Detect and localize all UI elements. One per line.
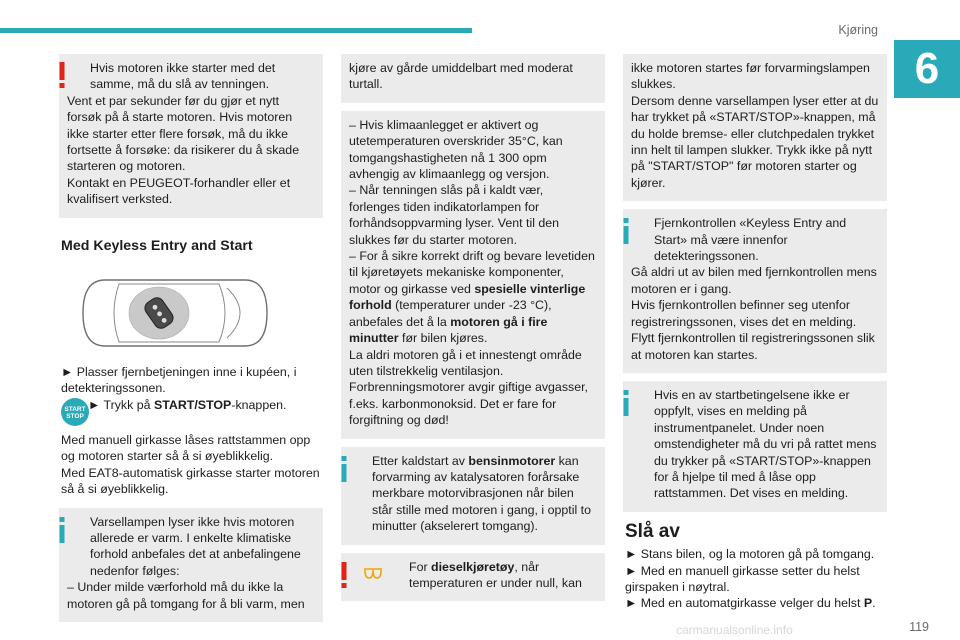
start-label: START: [64, 405, 86, 413]
ventilation-warning-text: La aldri motoren gå i et innestengt område uten tilstrekkelig ventilasjon. Forbrenningsmotorer avgir giftige avgasser, f.eks. karbonmonoksid. Det er fare for forgiftning og død!: [349, 347, 588, 428]
step-automatic-p: [625, 595, 885, 611]
warning-text-1: Hvis motoren ikke starter med det samme, må du slå av tenningen.: [90, 61, 276, 92]
diesel-text-pre: For: [409, 559, 432, 574]
step2-bold: START/STOP: [153, 397, 232, 412]
car-key-illustration: [59, 270, 323, 356]
start-conditions-text: Hvis en av startbetingelsene ikke er oppfylt, vises en melding på instrumentpanelet. Under noen omstendigheter må du vri på rattet mens du trykker på «START/STOP»-knappen for å hjelpe til med å låse opp rattstammen. Det vises en melding.: [654, 387, 877, 501]
climate-text: – Hvis klimaanlegget er aktivert og utetemperaturen overskrider 35°C, kan tomgangshastigheten nå 1 300 opm avhengig av klimaanlegg og versjon.: [349, 117, 563, 182]
remote-text-1: Fjernkontrollen «Keyless Entry and Start» må være innenfor detekteringssonen.: [654, 216, 847, 264]
continuation-box: [341, 54, 605, 103]
top-accent-bar: [0, 28, 472, 33]
warning-icon: [55, 62, 69, 89]
step2-post: -knappen.: [231, 397, 287, 412]
winter-text-mid: (temperaturer under -23 °C), anbefales det å la: [349, 298, 552, 329]
column-2: [341, 54, 605, 609]
cold-weather-text: – Når tenningen slås på i kaldt vær, forlenges tiden indikatorlampen for forhåndsoppvarming lyser. Vent til den slukkes før du starter motoren.: [349, 183, 560, 247]
winter-text: [349, 248, 597, 346]
glow-plug-icon: [337, 562, 385, 588]
column-1: [59, 54, 323, 630]
step3-bold: P: [863, 596, 873, 611]
climate-box: [341, 111, 605, 439]
petrol-bold: bensinmotorer: [468, 453, 556, 468]
diesel-bold: dieselkjøretøy: [431, 559, 515, 574]
page-number: 119: [909, 620, 929, 634]
section-title: Kjøring: [838, 23, 878, 37]
info-box-warmup: [59, 508, 323, 622]
four-minutes-bold: motoren gå i fire minutter: [349, 314, 548, 346]
diesel-text-post: , når temperaturen er under null, kan: [409, 559, 582, 590]
remote-text-2: Gå aldri ut av bilen med fjernkontrollen mens motoren er i gang.: [631, 265, 877, 296]
step-stop-car: ► Stans bilen, og la motoren gå på tomgang.: [625, 547, 875, 562]
step-place-key: ► Plasser fjernbetjeningen inne i kupéen, i detekteringssonen.: [61, 365, 297, 396]
info-icon: [55, 517, 69, 543]
step3-pre: ► Med en automatgirkasse velger du helst: [625, 596, 864, 611]
info-icon: [619, 218, 633, 244]
remote-info-box: [623, 209, 887, 373]
info-warmup-text-1: Varsellampen lyser ikke hvis motoren allerede er varm. I enkelte klimatiske forhold anbefales det at anbefalingene nedenfor følges:: [90, 514, 301, 578]
chapter-number: 6: [894, 40, 960, 98]
column-3: [623, 54, 887, 612]
warning-text-2: Vent et par sekunder før du gjør et nytt forsøk på å starte motoren. Hvis motoren ikke starter etter flere forsøk, må du ikke fortsette å forsøke: da risikerer du å skade starteren og motoren.: [67, 93, 300, 174]
remote-text-3: Hvis fjernkontrollen befinner seg utenfor registreringssonen, vises det en melding. Flytt fjernkontrollen til registreringssonen slik at motoren kan startes.: [631, 298, 875, 362]
keyless-heading: Med Keyless Entry and Start: [61, 237, 253, 254]
diesel-warning-box: [341, 553, 605, 602]
watermark: carmanualsonline.info: [676, 623, 793, 637]
keyless-steps: [59, 364, 323, 497]
start-conditions-box: [623, 381, 887, 512]
stop-label: STOP: [66, 413, 84, 421]
preheat-text-1: ikke motoren startes før forvarmingslampen slukkes.: [631, 61, 870, 92]
info-icon: [619, 390, 633, 416]
warning-box: [59, 54, 323, 218]
info-warmup-text-2: – Under milde værforhold må du ikke la motoren gå på tomgang for å bli varm, men: [67, 580, 305, 611]
info-icon: [337, 456, 351, 482]
warning-text-3: Kontakt en PEUGEOT-forhandler eller et kvalifisert verksted.: [67, 175, 291, 207]
start-stop-button-icon: [61, 398, 89, 426]
switch-off-steps: [623, 546, 887, 612]
preheat-box: [623, 54, 887, 201]
petrol-info-box: [341, 447, 605, 545]
eat8-text: Med EAT8-automatisk girkasse starter motoren så å si øyeblikkelig.: [61, 465, 320, 497]
step-manual-neutral: ► Med en manuell girkasse setter du helst girspaken i nøytral.: [625, 563, 860, 594]
manual-gearbox-text: Med manuell girkasse låses rattstammen opp og motoren starter så å si øyeblikkelig.: [61, 432, 311, 464]
petrol-text-pre: Etter kaldstart av: [372, 453, 469, 468]
car-key-icon: [59, 270, 323, 356]
winter-bold: spesielle vinterlige forhold: [349, 281, 586, 313]
winter-text-post: før bilen kjøres.: [398, 331, 488, 346]
step-press-start: [61, 397, 321, 428]
step2-pre: ► Trykk på: [88, 397, 154, 412]
step3-post: .: [872, 596, 876, 611]
switch-off-heading: Slå av: [625, 520, 680, 542]
winter-text-pre: – For å sikre korrekt drift og bevare levetiden til kjøretøyets mekaniske komponenter, motor og girkasse ved: [349, 249, 595, 296]
preheat-text-2: Dersom denne varsellampen lyser etter at du har trykket på «START/STOP»-knappen, må du holde bremse- eller clutchpedalen trykket inn helt til lampen slukker. Trykk ikke på nytt på "START/STOP" før motoren starter og kjører.: [631, 93, 879, 190]
continuation-text: kjøre av gårde umiddelbart med moderat turtall.: [349, 61, 573, 92]
petrol-text-post: kan forvarming av katalysatoren forårsake merkbare motorvibrasjonen når bilen står stille med motoren i gang, i opptil to minutter (akselerert tomgang).: [372, 453, 592, 534]
